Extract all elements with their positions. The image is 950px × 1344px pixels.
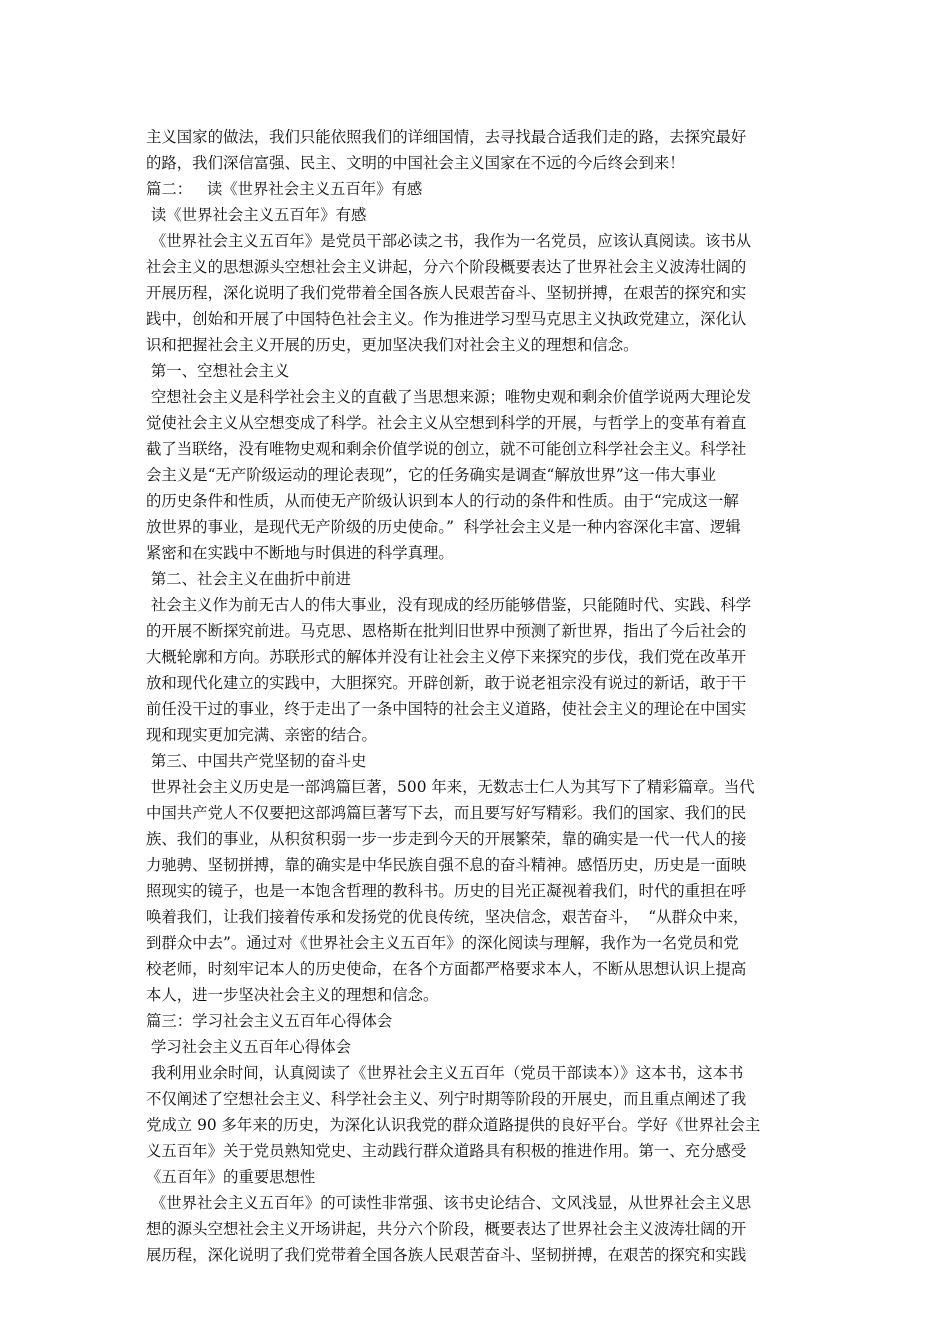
text-line: 觉使社会主义从空想变成了科学。社会主义从空想到科学的开展，与哲学上的变革有着直	[146, 414, 747, 432]
text-line: 放世界的事业，是现代无产阶级的历史使命。” 科学社会主义是一种内容深化丰富、逻辑	[146, 518, 741, 536]
text-line: 世界社会主义历史是一部鸿篇巨著，500 年来，无数志士仁人为其写下了精彩篇章。当代	[146, 778, 755, 796]
text-line: 紧密和在实践中不断地与时俱进的科学真理。	[146, 544, 454, 562]
text-line: 的历史条件和性质，从而使无产阶级认识到本人的行动的条件和性质。由于“完成这一解	[146, 492, 739, 510]
text-line: 本人，进一步坚决社会主义的理想和信念。	[146, 986, 439, 1004]
text-line: 义五百年》关于党员熟知党史、主动践行群众道路具有积极的推进作用。第一、充分感受	[146, 1142, 747, 1160]
subsection-heading: 第一、空想社会主义	[146, 362, 290, 380]
text-line: 的路，我们深信富强、民主、文明的中国社会主义国家在不远的今后终会到来！	[146, 154, 685, 172]
text-line: 主义国家的做法，我们只能依照我们的详细国情，去寻找最合适我们走的路，去探究最好	[146, 128, 747, 146]
text-line: 践中，创始和开展了中国特色社会主义。作为推进学习型马克思主义执政党建立，深化认	[146, 310, 747, 328]
text-line: 中国共产党人不仅要把这部鸿篇巨著写下去，而且要写好写精彩。我们的国家、我们的民	[146, 804, 747, 822]
section-heading: 篇二： 读《世界社会主义五百年》有感	[146, 180, 423, 198]
text-line: 空想社会主义是科学社会主义的直截了当思想来源；唯物史观和剩余价值学说两大理论发	[146, 388, 752, 406]
text-line: 照现实的镜子，也是一本饱含哲理的教科书。历史的目光正凝视着我们，时代的重担在呼	[146, 882, 747, 900]
text-line: 校老师，时刻牢记本人的历史使命，在各个方面都严格要求本人，不断从思想认识上提高	[146, 960, 747, 978]
section-heading: 篇三：学习社会主义五百年心得体会	[146, 1012, 393, 1030]
text-line: 《世界社会主义五百年》的可读性非常强、该书史论结合、文风浅显，从世界社会主义思	[146, 1194, 752, 1212]
text-line: 党成立 90 多年来的历史，为深化认识我党的群众道路提供的良好平台。学好《世界社会主	[146, 1116, 761, 1134]
text-line: 开展历程，深化说明了我们党带着全国各族人民艰苦奋斗、坚韧拼搏，在艰苦的探究和实	[146, 284, 747, 302]
article-title: 学习社会主义五百年心得体会	[146, 1038, 351, 1056]
text-line: 唤着我们，让我们接着传承和发扬党的优良传统，坚决信念，艰苦奋斗， “从群众中来，	[146, 908, 749, 926]
text-line: 力驰骋、坚韧拼搏，靠的确实是中华民族自强不息的奋斗精神。感悟历史，历史是一面映	[146, 856, 747, 874]
text-line: 识和把握社会主义开展的历史，更加坚决我们对社会主义的理想和信念。	[146, 336, 639, 354]
text-line: 《五百年》的重要思想性	[146, 1168, 316, 1186]
text-line: 大概轮廓和方向。苏联形式的解体并没有让社会主义停下来探究的步伐，我们党在改革开	[146, 648, 747, 666]
document-page	[146, 124, 806, 1268]
text-line: 的开展不断探究前进。马克思、恩格斯在批判旧世界中预测了新世界，指出了今后社会的	[146, 622, 747, 640]
article-title: 读《世界社会主义五百年》有感	[146, 206, 367, 224]
text-line: 族、我们的事业，从积贫积弱一步一步走到今天的开展繁荣，靠的确实是一代一代人的接	[146, 830, 747, 848]
text-line: 社会主义作为前无古人的伟大事业，没有现成的经历能够借鉴，只能随时代、实践、科学	[146, 596, 752, 614]
text-line: 前任没干过的事业，终于走出了一条中国特的社会主义道路，使社会主义的理论在中国实	[146, 700, 747, 718]
text-line: 现和现实更加完满、亲密的结合。	[146, 726, 377, 744]
subsection-heading: 第二、社会主义在曲折中前进	[146, 570, 351, 588]
subsection-heading: 第三、中国共产党坚韧的奋斗史	[146, 752, 367, 770]
text-line: 展历程，深化说明了我们党带着全国各族人民艰苦奋斗、坚韧拼搏，在艰苦的探究和实践	[146, 1246, 747, 1264]
text-line: 社会主义的思想源头空想社会主义讲起，分六个阶段概要表达了世界社会主义波涛壮阔的	[146, 258, 747, 276]
text-line: 到群众中去”。通过对《世界社会主义五百年》的深化阅读与理解，我作为一名党员和党	[146, 934, 739, 952]
text-line: 不仅阐述了空想社会主义、科学社会主义、列宁时期等阶段的开展史，而且重点阐述了我	[146, 1090, 747, 1108]
text-line: 截了当联络，没有唯物史观和剩余价值学说的创立，就不可能创立科学社会主义。科学社	[146, 440, 747, 458]
text-line: 《世界社会主义五百年》是党员干部必读之书，我作为一名党员，应该认真阅读。该书从	[146, 232, 752, 250]
text-line: 放和现代化建立的实践中，大胆探究。开辟创新，敢于说老祖宗没有说过的新话，敢于干	[146, 674, 747, 692]
text-line: 我利用业余时间，认真阅读了《世界社会主义五百年（党员干部读本）》这本书，这本书	[146, 1064, 744, 1082]
text-line: 会主义是“无产阶级运动的理论表现”，它的任务确实是调查“解放世界”这一伟大事业	[146, 466, 717, 484]
text-line: 想的源头空想社会主义开场讲起，共分六个阶段，概要表达了世界社会主义波涛壮阔的开	[146, 1220, 747, 1238]
